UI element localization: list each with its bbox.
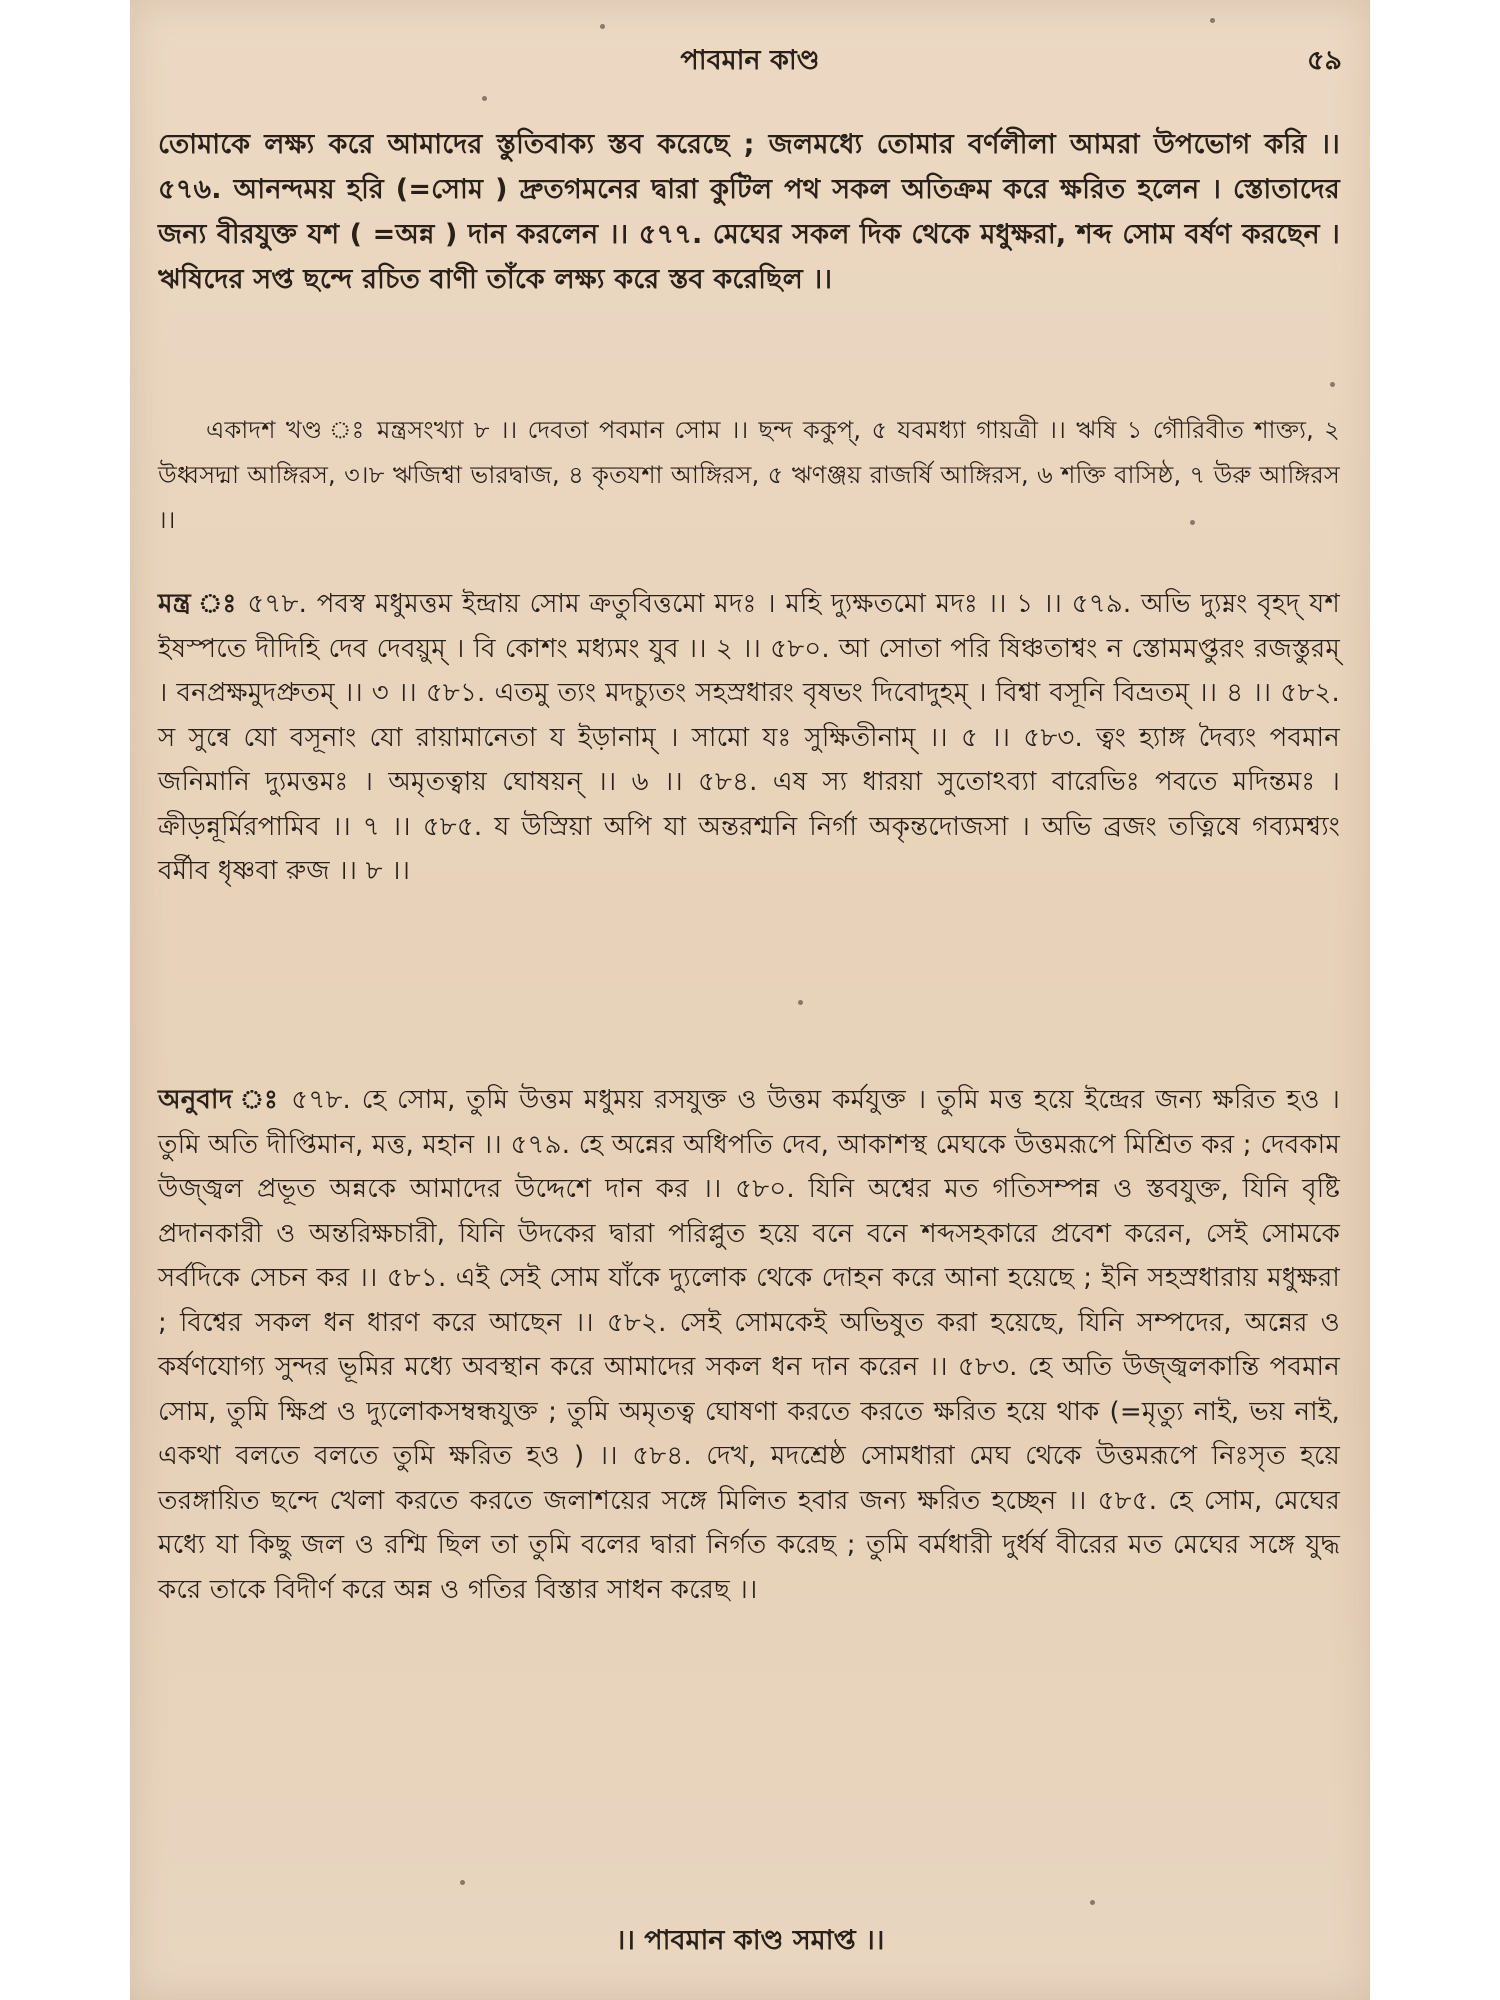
- mantra-label: মন্ত্র ঃ: [158, 589, 238, 619]
- paper-speck: [798, 1000, 803, 1005]
- paper-speck: [600, 24, 605, 29]
- page-number: ৫৯: [1306, 45, 1342, 76]
- paper-speck: [1330, 382, 1335, 387]
- paper-speck: [1090, 1900, 1095, 1905]
- section-meta-text: একাদশ খণ্ড ঃ মন্ত্রসংখ্যা ৮ ।। দেবতা পবমান সোম ।। ছন্দ ককুপ্, ৫ যবমধ্যা গায়ত্রী ।। ঋষি ১ গৌরিবীত শাক্ত্য, ২ উধ্বসদ্মা আঙ্গিরস, ৩।৮ ঋজিশ্বা ভারদ্বাজ, ৪ কৃতযশা আঙ্গিরস, ৫ ঋণঞ্জয় রাজর্ষি আঙ্গিরস, ৬ শক্তি বাসিষ্ঠ, ৭ উরু আঙ্গিরস ।।: [158, 416, 1340, 534]
- mantra-paragraph: [158, 582, 1340, 894]
- paper-speck: [460, 1880, 465, 1885]
- book-page: [130, 0, 1370, 2000]
- translation-paragraph: [158, 1078, 1340, 1612]
- intro-text: তোমাকে লক্ষ্য করে আমাদের স্তুতিবাক্য স্তব করেছে ; জলমধ্যে তোমার বর্ণলীলা আমরা উপভোগ করি ।। ৫৭৬. আনন্দময় হরি (=সোম ) দ্রুতগমনের দ্বারা কুটিল পথ সকল অতিক্রম করে ক্ষরিত হলেন । স্তোতাদের জন্য বীরযুক্ত যশ ( =অন্ন ) দান করলেন ।। ৫৭৭. মেঘের সকল দিক থেকে মধুক্ষরা, শব্দ সোম বর্ষণ করছেন । ঋষিদের সপ্ত ছন্দে রচিত বাণী তাঁকে লক্ষ্য করে স্তব করেছিল ।।: [158, 129, 1340, 295]
- translation-body: [158, 1078, 1340, 1612]
- translation-label: অনুবাদ ঃ: [158, 1085, 281, 1115]
- section-end-note: ।। পাবমান কাণ্ড সমাপ্ত ।।: [615, 1925, 885, 1956]
- translation-text: ৫৭৮. হে সোম, তুমি উত্তম মধুময় রসযুক্ত ও উত্তম কর্মযুক্ত । তুমি মত্ত হয়ে ইন্দ্রের জন্য ক্ষরিত হও । তুমি অতি দীপ্তিমান, মত্ত, মহান ।। ৫৭৯. হে অন্নের অধিপতি দেব, আকাশস্থ মেঘকে উত্তমরূপে মিশ্রিত কর ; দেবকাম উজ্জ্বল প্রভূত অন্নকে আমাদের উদ্দেশে দান কর ।। ৫৮০. যিনি অশ্বের মত গতিসম্পন্ন ও স্তবযুক্ত, যিনি বৃষ্টি প্রদানকারী ও অন্তরিক্ষচারী, যিনি উদকের দ্বারা পরিপ্লুত হয়ে বনে বনে শব্দসহকারে প্রবেশ করেন, সেই সোমকে সর্বদিকে সেচন কর ।। ৫৮১. এই সেই সোম যাঁকে দ্যুলোক থেকে দোহন করে আনা হয়েছে ; ইনি সহস্রধারায় মধুক্ষরা ; বিশ্বের সকল ধন ধারণ করে আছেন ।। ৫৮২. সেই সোমকেই অভিষুত করা হয়েছে, যিনি সম্পদের, অন্নের ও কর্ষণযোগ্য সুন্দর ভূমির মধ্যে অবস্থান করে আমাদের সকল ধন দান করেন ।। ৫৮৩. হে অতি উজ্জ্বলকান্তি পবমান সোম, তুমি ক্ষিপ্র ও দ্যুলোকসম্বন্ধযুক্ত ; তুমি অমৃতত্ব ঘোষণা করতে করতে ক্ষরিত হয়ে থাক (=মৃত্যু নাই, ভয় নাই, একথা বলতে বলতে তুমি ক্ষরিত হও ) ।। ৫৮৪. দেখ, মদশ্রেষ্ঠ সোমধারা মেঘ থেকে উত্তমরূপে নিঃসৃত হয়ে তরঙ্গায়িত ছন্দে খেলা করতে করতে জলাশয়ের সঙ্গে মিলিত হবার জন্য ক্ষরিত হচ্ছেন ।। ৫৮৫. হে সোম, মেঘের মধ্যে যা কিছু জল ও রশ্মি ছিল তা তুমি বলের দ্বারা নির্গত করেছ ; তুমি বর্মধারী দুর্ধর্ষ বীরের মত মেঘের সঙ্গে যুদ্ধ করে তাকে বিদীর্ণ করে অন্ন ও গতির বিস্তার সাধন করেছ ।।: [158, 1085, 1340, 1605]
- intro-paragraph: [158, 122, 1340, 302]
- paper-speck: [482, 96, 487, 101]
- section-meta-paragraph: [158, 408, 1340, 543]
- paper-speck: [1210, 18, 1215, 23]
- running-title: পাবমান কাণ্ড: [680, 45, 820, 76]
- page-header: [130, 36, 1370, 86]
- paper-speck: [1190, 520, 1195, 525]
- mantra-text: ৫৭৮. পবস্ব মধুমত্তম ইন্দ্রায় সোম ক্রতুবিত্তমো মদঃ । মহি দ্যুক্ষতমো মদঃ ।। ১ ।। ৫৭৯. অভি দ্যুম্নং বৃহদ্ যশ ইষস্পতে দীদিহি দেব দেবয়ুম্ । বি কোশং মধ্যমং যুব ।। ২ ।। ৫৮০. আ সোতা পরি ষিঞ্চতাশ্বং ন স্তোমমপ্তুরং রজস্তুরম্ । বনপ্রক্ষমুদপ্রুতম্ ।। ৩ ।। ৫৮১. এতমু ত্যং মদচ্যুতং সহস্রধারং বৃষভং দিবোদুহম্ । বিশ্বা বসূনি বিভ্রতম্ ।। ৪ ।। ৫৮২. স সুন্বে যো বসূনাং যো রায়ামানেতা য ইড়ানাম্ । সামো যঃ সুক্ষিতীনাম্ ।। ৫ ।। ৫৮৩. ত্বং হ্যাঙ্গ দৈব্যং পবমান জনিমানি দ্যুমত্তমঃ । অমৃতত্বায় ঘোষয়ন্ ।। ৬ ।। ৫৮৪. এষ স্য ধারয়া সুতোঽব্যা বারেভিঃ পবতে মদিন্তমঃ । ক্রীড়ন্নূর্মিরপামিব ।। ৭ ।। ৫৮৫. য উস্রিয়া অপি যা অন্তরশ্মনি নির্গা অকৃন্তদোজসা । অভি ব্রজং তত্নিষে গব্যমশ্ব্যং বর্মীব ধৃষ্ণবা রুজ ।। ৮ ।।: [158, 589, 1341, 886]
- mantra-body: [158, 582, 1340, 894]
